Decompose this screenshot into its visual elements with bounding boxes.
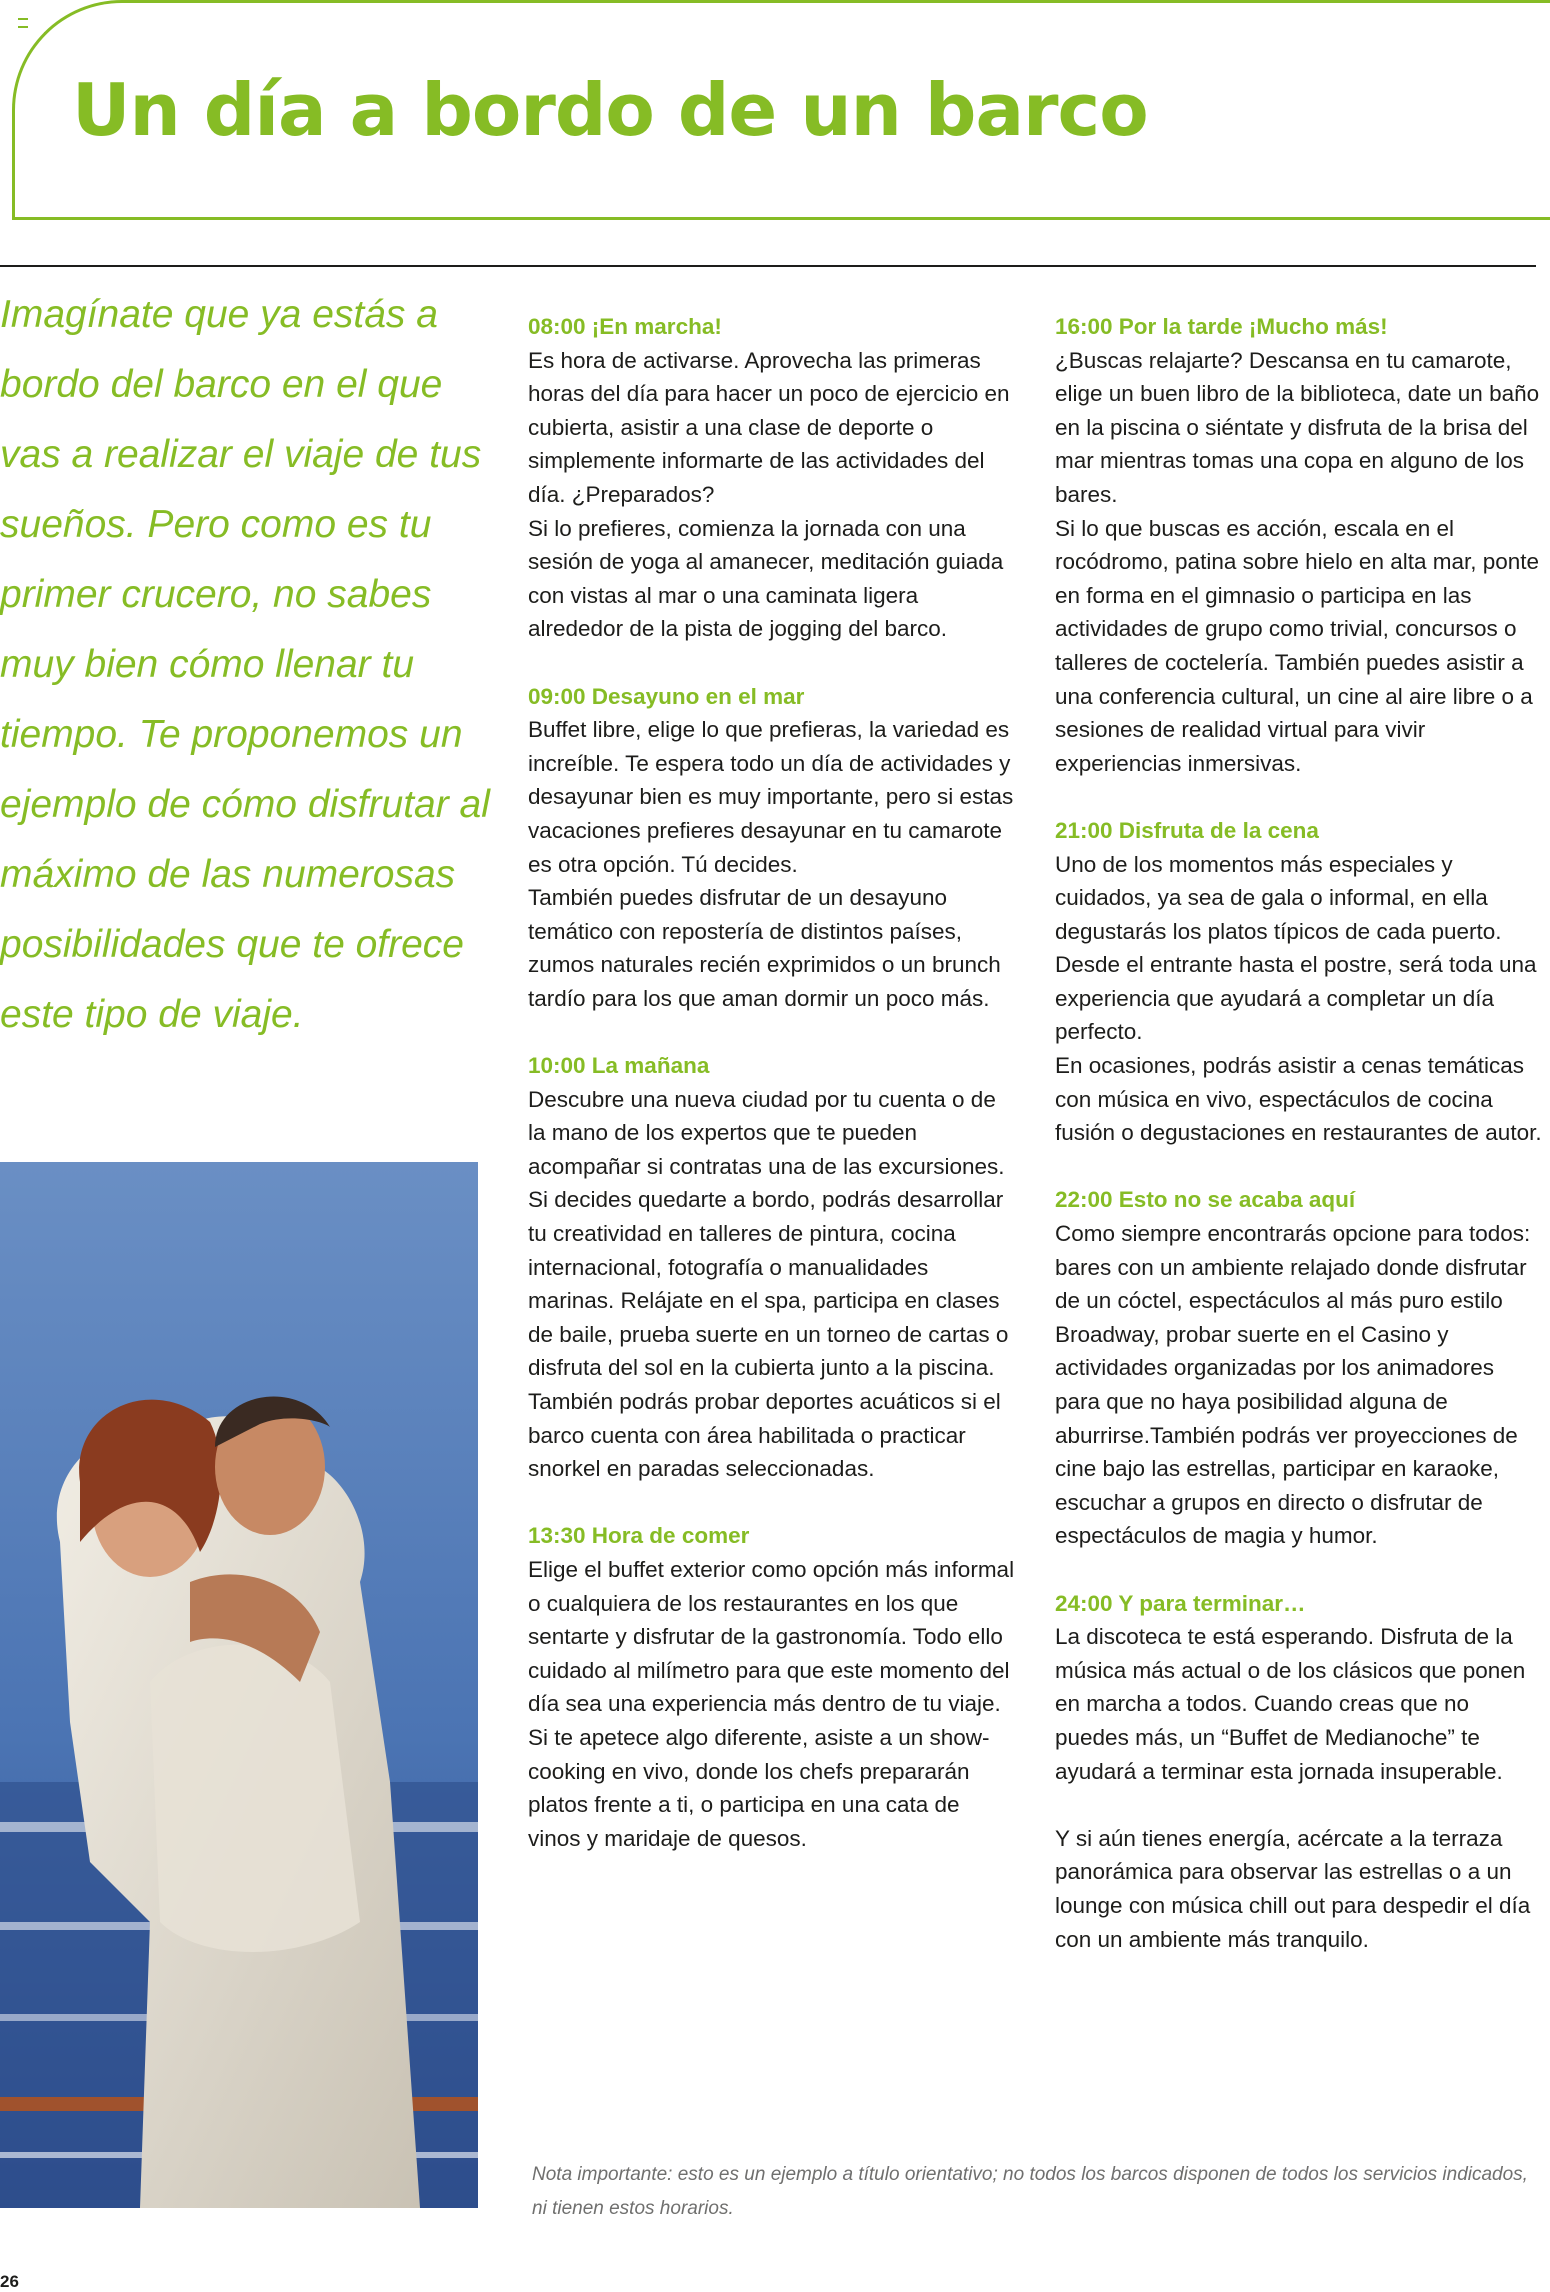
section-paragraph: Si te apetece algo diferente, asiste a un show-cooking en vivo, donde los chefs prepararán platos frente a ti, o participa en una cata de vinos y maridaje de quesos. — [528, 1724, 990, 1851]
schedule-section-2100 — [1055, 814, 1545, 1150]
section-paragraph: Elige el buffet exterior como opción más informal o cualquiera de los restaurantes en los que sentarte y disfrutar de la gastronomía. Todo ello cuidado al milímetro para que este momento del día sea una experiencia más dentro de tu viaje. — [528, 1556, 1015, 1717]
section-heading: 09:00 Desayuno en el mar — [528, 683, 805, 709]
column-middle — [528, 310, 1018, 1889]
section-paragraph: Si lo que buscas es acción, escala en el rocódromo, patina sobre hielo en alta mar, ponte en forma en el gimnasio o participa en las actividades de grupo como trivial, concursos o talleres de coctelería. También puedes asistir a una conferencia cultural, un cine al aire libre o a sesiones de realidad virtual para vivir experiencias inmersivas. — [1055, 515, 1540, 776]
schedule-section-1600 — [1055, 310, 1545, 780]
section-paragraph: ¿Buscas relajarte? Descansa en tu camarote, elige un buen libro de la biblioteca, date un baño en la piscina o siéntate y disfruta de la brisa del mar mientras tomas una copa en alguno de los bares. — [1055, 347, 1540, 507]
page-number: 26 — [0, 2272, 19, 2291]
section-paragraph: Uno de los momentos más especiales y cuidados, ya sea de gala o informal, en ella degustarás los platos típicos de cada puerto. Desde el entrante hasta el postre, será toda una experiencia que ayudará a completar un día perfecto. — [1055, 851, 1537, 1045]
section-paragraph: Es hora de activarse. Aprovecha las primeras horas del día para hacer un poco de ejercicio en cubierta, asistir a una clase de deporte o simplemente informarte de las actividades del día. ¿Preparados? — [528, 347, 1010, 507]
disclaimer-note: Nota importante: esto es un ejemplo a título orientativo; no todos los barcos disponen de todos los servicios indicados, ni tienen estos horarios. — [532, 2164, 1528, 2219]
section-paragraph: En ocasiones, podrás asistir a cenas temáticas con música en vivo, espectáculos de cocina fusión o degustaciones en restaurantes de autor. — [1055, 1053, 1542, 1146]
section-spacer — [1055, 1788, 1545, 1822]
section-heading: 22:00 Esto no se acaba aquí — [1055, 1187, 1356, 1213]
section-heading: 24:00 Y para terminar… — [1055, 1590, 1306, 1616]
section-paragraph: Si decides quedarte a bordo, podrás desarrollar tu creatividad en talleres de pintura, cocina internacional, fotografía o manualidades marinas. Relájate en el spa, participa en clases de baile, prueba suerte en un torneo de cartas o disfruta del sol en la cubierta junto a la piscina. También podrás probar deportes acuáticos si el barco cuenta con área habilitada o practicar snorkel en paradas seleccionadas. — [528, 1187, 1009, 1482]
column-right — [1055, 310, 1545, 1990]
section-heading: 08:00 ¡En marcha! — [528, 314, 722, 339]
header-divider — [0, 265, 1536, 267]
section-paragraph: Si lo prefieres, comienza la jornada con una sesión de yoga al amanecer, meditación guiada con vistas al mar o una caminata ligera alrededor de la pista de jogging del barco. — [528, 515, 1004, 642]
section-heading: 16:00 Por la tarde ¡Mucho más! — [1055, 314, 1388, 339]
schedule-section-1000 — [528, 1049, 1018, 1486]
intro-text: Imagínate que ya estás a bordo del barco en el que vas a realizar el viaje de tus sueños. Pero como es tu primer crucero, no sabes muy bien cómo llenar tu tiempo. Te proponemos un ejemplo de cómo disfrutar al máximo de las numerosas posibilidades que te ofrece este tipo de viaje. — [0, 293, 490, 1036]
schedule-section-0800 — [528, 310, 1018, 646]
menu-icon — [18, 18, 28, 28]
schedule-section-0900 — [528, 680, 1018, 1016]
section-paragraph: La discoteca te está esperando. Disfruta de la música más actual o de los clásicos que ponen en marcha a todos. Cuando creas que no puedes más, un “Buffet de Medianoche” te ayudará a terminar esta jornada insuperable. — [1055, 1624, 1526, 1784]
couple-photo — [0, 1162, 478, 2208]
section-paragraph: Descubre una nueva ciudad por tu cuenta o de la mano de los expertos que te pueden acompañar si contratas una de las excursiones. — [528, 1086, 1005, 1179]
section-heading: 21:00 Disfruta de la cena — [1055, 817, 1319, 843]
section-paragraph: Buffet libre, elige lo que prefieras, la variedad es increíble. Te espera todo un día de actividades y desayunar bien es muy importante, pero si estas vacaciones prefieres desayunar en tu camarote es otra opción. Tú decides. — [528, 717, 1014, 877]
section-heading: 13:30 Hora de comer — [528, 1523, 750, 1549]
schedule-section-1330 — [528, 1519, 1018, 1855]
section-paragraph: También puedes disfrutar de un desayuno temático con repostería de distintos países, zumos naturales recién exprimidos o un brunch tardío para los que aman dormir un poco más. — [528, 885, 1001, 1011]
section-paragraph: Como siempre encontrarás opcione para todos: bares con un ambiente relajado donde disfrutar de un cóctel, espectáculos al más puro estilo Broadway, probar suerte en el Casino y actividades organizadas por los animadores para que no haya posibilidad alguna de aburrirse.También podrás ver proyecciones de cine bajo las estrellas, participar en karaoke, escuchar a grupos en directo o disfrutar de espectáculos de magia y humor. — [1055, 1221, 1531, 1549]
couple-hugging-icon — [0, 1162, 478, 2208]
page-title: Un día a bordo de un barco — [72, 68, 1148, 152]
schedule-section-2200 — [1055, 1183, 1545, 1553]
section-paragraph: Y si aún tienes energía, acércate a la terraza panorámica para observar las estrellas o a un lounge con música chill out para despedir el día con un ambiente más tranquilo. — [1055, 1825, 1531, 1952]
schedule-section-2400 — [1055, 1587, 1545, 1957]
section-heading: 10:00 La mañana — [528, 1053, 710, 1079]
